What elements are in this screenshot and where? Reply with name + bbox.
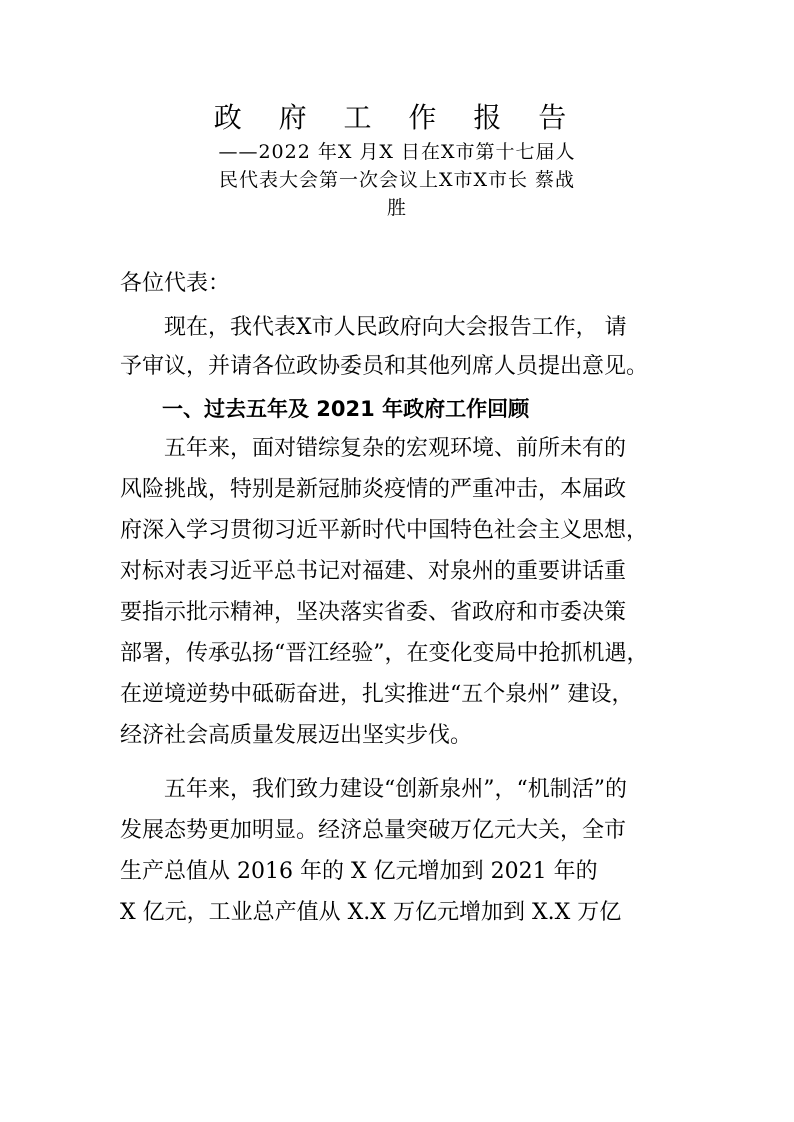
body-line: 经济社会高质量发展迈出坚实步伐。 [120,723,473,748]
body-line: 部署，传承弘扬“晋江经验”，在变化变局中抢抓机遇， [120,641,649,666]
subtitle-line: 胜 [386,197,407,219]
body-line: 在逆境逆势中砥砺奋进，扎实推进“五个泉州” 建设， [120,682,634,707]
subtitle-line: 民代表大会第一次会议上X市X市长 蔡战 [218,169,576,191]
body-line: 要指示批示精神，坚决落实省委、省政府和市委决策 [120,600,627,625]
body-line: 现在，我代表X市人民政府向大会报告工作， 请 [120,315,627,340]
body-line: X 亿元，工业总产值从 X.X 万亿元增加到 X.X 万亿 [120,900,622,925]
body-line: 府深入学习贯彻习近平新时代中国特色社会主义思想， [120,518,649,543]
subtitle-line: ——2022 年X 月X 日在X市第十七届人 [218,141,576,163]
body-line: 予审议，并请各位政协委员和其他列席人员提出意见。 [120,354,649,379]
body-line: 发展态势更加明显。经济总量突破万亿元大关，全市 [120,818,627,843]
body-line: 风险挑战，特别是新冠肺炎疫情的严重冲击，本届政 [120,477,627,502]
body-line: 五年来，面对错综复杂的宏观环境、前所未有的 [120,436,627,461]
body-line: 对标对表习近平总书记对福建、对泉州的重要讲话重 [120,559,627,584]
body-line: 生产总值从 2016 年的 X 亿元增加到 2021 年的 [120,859,598,884]
document-title: 政 府 工 作 报 告 [213,101,581,134]
salutation: 各位代表： [120,271,231,296]
section-heading: 一、过去五年及 2021 年政府工作回顾 [120,397,530,421]
body-line: 五年来，我们致力建设“创新泉州”，“机制活”的 [120,777,627,802]
